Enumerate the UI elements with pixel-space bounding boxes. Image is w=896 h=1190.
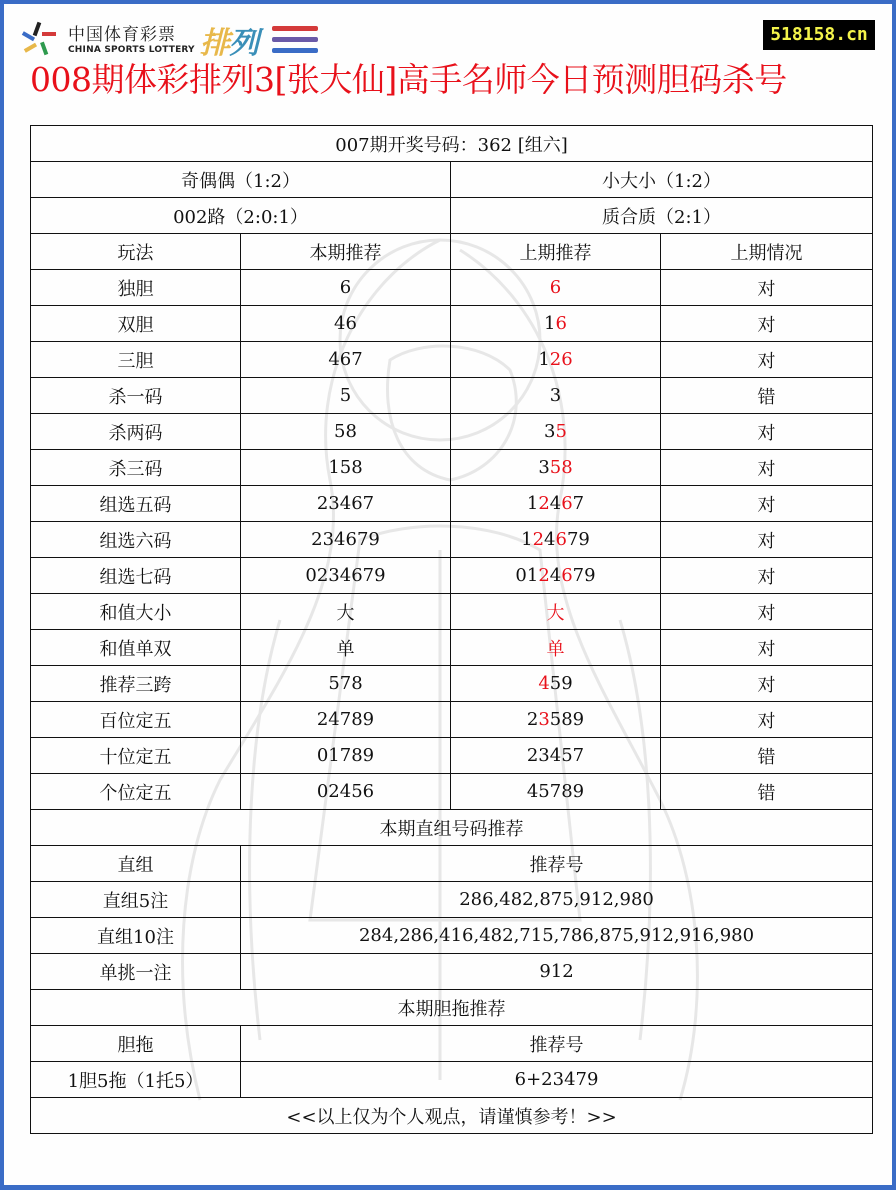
- previous-recommendation: [451, 774, 661, 810]
- prediction-row: [31, 486, 873, 522]
- play-type: 组选五码: [31, 486, 241, 522]
- previous-recommendation: [451, 342, 661, 378]
- logo-en-text: CHINA SPORTS LOTTERY: [68, 45, 195, 55]
- miss-digits: 3: [549, 385, 562, 406]
- last-draw-info: 007期开奖号码：362 [组六]: [31, 126, 873, 162]
- road-012-pattern: 002路（2:0:1）: [31, 198, 451, 234]
- direct-group-numbers: 284,286,416,482,715,786,875,912,916,980: [241, 918, 873, 954]
- miss-digits: 01: [515, 565, 539, 586]
- direct-group-type: 单挑一注: [31, 954, 241, 990]
- hit-digits: 3: [538, 709, 550, 730]
- play-type: 杀两码: [31, 414, 241, 450]
- previous-recommendation: [451, 522, 661, 558]
- previous-recommendation: [451, 450, 661, 486]
- miss-digits: 1: [538, 349, 550, 370]
- previous-recommendation: [451, 270, 661, 306]
- play-type: 个位定五: [31, 774, 241, 810]
- previous-result: 对: [661, 342, 873, 378]
- direct-group-header-row: [31, 846, 873, 882]
- previous-result: 错: [661, 738, 873, 774]
- previous-result: 错: [661, 774, 873, 810]
- prediction-row: [31, 522, 873, 558]
- direct-group-row: [31, 954, 873, 990]
- hit-digits: 6: [555, 313, 567, 334]
- prediction-row: [31, 558, 873, 594]
- previous-recommendation: [451, 630, 661, 666]
- prediction-row: [31, 594, 873, 630]
- direct-group-row: [31, 918, 873, 954]
- hit-digits: 6: [555, 529, 567, 550]
- hit-digits: 58: [549, 457, 573, 478]
- play-type: 独胆: [31, 270, 241, 306]
- china-sports-lottery-star-icon: [20, 20, 58, 58]
- previous-result: 对: [661, 306, 873, 342]
- direct-group-numbers: 912: [241, 954, 873, 990]
- previous-result: 对: [661, 270, 873, 306]
- prediction-row: [31, 702, 873, 738]
- previous-result: 对: [661, 414, 873, 450]
- dantuo-row: [31, 1062, 873, 1098]
- hit-digits: 大: [546, 602, 565, 624]
- prediction-row: [31, 378, 873, 414]
- col-header-result: 上期情况: [661, 234, 873, 270]
- logo-three-bars-icon: [272, 24, 318, 54]
- miss-digits: 7: [572, 493, 585, 514]
- current-recommendation: 单: [241, 630, 451, 666]
- logo-game-char-2: 列: [229, 26, 258, 61]
- prediction-row: [31, 450, 873, 486]
- prediction-row: [31, 306, 873, 342]
- current-recommendation: 467: [241, 342, 451, 378]
- col-header-play: 玩法: [31, 234, 241, 270]
- previous-result: 对: [661, 702, 873, 738]
- dantuo-header-row: [31, 1026, 873, 1062]
- direct-group-col-type: 直组: [31, 846, 241, 882]
- big-small-pattern: 小大小（1:2）: [451, 162, 873, 198]
- last-draw-row: [31, 126, 873, 162]
- previous-recommendation: [451, 378, 661, 414]
- hit-digits: 2: [538, 493, 550, 514]
- hit-digits: 6: [549, 277, 562, 298]
- prediction-row: [31, 270, 873, 306]
- footer-disclaimer: <<以上仅为个人观点，请谨慎参考！>>: [31, 1098, 873, 1134]
- prediction-row: [31, 630, 873, 666]
- previous-result: 对: [661, 522, 873, 558]
- hit-digits: 4: [538, 673, 550, 694]
- previous-recommendation: [451, 306, 661, 342]
- miss-digits: 589: [549, 709, 585, 730]
- previous-result: 对: [661, 594, 873, 630]
- hit-digits: 5: [555, 421, 567, 442]
- play-type: 和值大小: [31, 594, 241, 630]
- current-recommendation: 234679: [241, 522, 451, 558]
- play-type: 百位定五: [31, 702, 241, 738]
- dantuo-numbers: 6+23479: [241, 1062, 873, 1098]
- hit-digits: 6: [561, 565, 573, 586]
- dantuo-col-type: 胆拖: [31, 1026, 241, 1062]
- dantuo-title-row: [31, 990, 873, 1026]
- direct-group-section-title: 本期直组号码推荐: [31, 810, 873, 846]
- footer-note-row: [31, 1098, 873, 1134]
- previous-result: 对: [661, 450, 873, 486]
- dantuo-col-numbers: 推荐号: [241, 1026, 873, 1062]
- current-recommendation: 6: [241, 270, 451, 306]
- previous-recommendation: [451, 738, 661, 774]
- odd-even-pattern: 奇偶偶（1:2）: [31, 162, 451, 198]
- miss-digits: 4: [549, 493, 562, 514]
- hit-digits: 2: [532, 529, 545, 550]
- direct-group-type: 直组5注: [31, 882, 241, 918]
- logo-cn-text: 中国体育彩票: [68, 25, 176, 45]
- current-recommendation: 58: [241, 414, 451, 450]
- col-header-prev: 上期推荐: [451, 234, 661, 270]
- prime-composite-pattern: 质合质（2:1）: [451, 198, 873, 234]
- previous-recommendation: [451, 666, 661, 702]
- miss-digits: 4: [549, 565, 562, 586]
- previous-recommendation: [451, 486, 661, 522]
- direct-group-col-numbers: 推荐号: [241, 846, 873, 882]
- hit-digits: 26: [549, 349, 573, 370]
- miss-digits: 1: [544, 313, 556, 334]
- play-type: 双胆: [31, 306, 241, 342]
- miss-digits: 79: [572, 565, 596, 586]
- previous-result: 对: [661, 486, 873, 522]
- previous-recommendation: [451, 558, 661, 594]
- summary-row-1: [31, 162, 873, 198]
- current-recommendation: 46: [241, 306, 451, 342]
- summary-row-2: [31, 198, 873, 234]
- hit-digits: 单: [546, 638, 565, 660]
- prediction-row: [31, 738, 873, 774]
- play-type: 组选七码: [31, 558, 241, 594]
- prediction-row: [31, 774, 873, 810]
- miss-digits: 79: [566, 529, 590, 550]
- prediction-row: [31, 342, 873, 378]
- play-type: 十位定五: [31, 738, 241, 774]
- play-type: 推荐三跨: [31, 666, 241, 702]
- current-recommendation: 01789: [241, 738, 451, 774]
- china-sports-lottery-logo: [20, 18, 320, 61]
- direct-group-type: 直组10注: [31, 918, 241, 954]
- play-type: 杀一码: [31, 378, 241, 414]
- hit-digits: 6: [561, 493, 573, 514]
- current-recommendation: 5: [241, 378, 451, 414]
- play-type: 组选六码: [31, 522, 241, 558]
- miss-digits: 2: [526, 709, 539, 730]
- prediction-header-row: [31, 234, 873, 270]
- current-recommendation: 24789: [241, 702, 451, 738]
- previous-result: 对: [661, 558, 873, 594]
- hit-digits: 2: [538, 565, 550, 586]
- play-type: 和值单双: [31, 630, 241, 666]
- logo-game-char-1: 排: [200, 26, 229, 61]
- miss-digits: 23457: [526, 745, 585, 766]
- prediction-row: [31, 414, 873, 450]
- miss-digits: 3: [538, 457, 550, 478]
- miss-digits: 4: [544, 529, 556, 550]
- logo-game-name: [200, 18, 258, 62]
- dantuo-section-title: 本期胆拖推荐: [31, 990, 873, 1026]
- previous-result: 对: [661, 666, 873, 702]
- miss-digits: 3: [544, 421, 556, 442]
- col-header-current: 本期推荐: [241, 234, 451, 270]
- previous-recommendation: [451, 414, 661, 450]
- previous-result: 错: [661, 378, 873, 414]
- dantuo-type: 1胆5拖（1托5）: [31, 1062, 241, 1098]
- miss-digits: 1: [526, 493, 539, 514]
- current-recommendation: 0234679: [241, 558, 451, 594]
- current-recommendation: 23467: [241, 486, 451, 522]
- direct-group-numbers: 286,482,875,912,980: [241, 882, 873, 918]
- direct-group-row: [31, 882, 873, 918]
- play-type: 杀三码: [31, 450, 241, 486]
- current-recommendation: 02456: [241, 774, 451, 810]
- current-recommendation: 578: [241, 666, 451, 702]
- current-recommendation: 大: [241, 594, 451, 630]
- current-recommendation: 158: [241, 450, 451, 486]
- page-title: 008期体彩排列3[张大仙]高手名师今日预测胆码杀号: [30, 60, 787, 99]
- miss-digits: 59: [549, 673, 573, 694]
- previous-result: 对: [661, 630, 873, 666]
- play-type: 三胆: [31, 342, 241, 378]
- previous-recommendation: [451, 594, 661, 630]
- direct-group-title-row: [31, 810, 873, 846]
- miss-digits: 45789: [526, 781, 585, 802]
- prediction-row: [31, 666, 873, 702]
- miss-digits: 1: [521, 529, 533, 550]
- prediction-table: [30, 125, 873, 1134]
- site-domain-badge[interactable]: 518158.cn: [763, 20, 875, 50]
- previous-recommendation: [451, 702, 661, 738]
